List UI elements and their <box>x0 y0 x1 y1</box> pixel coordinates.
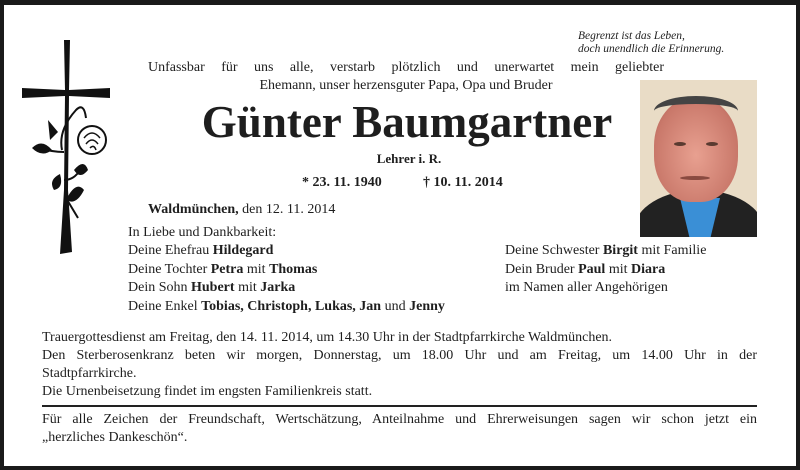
quote-line-2: doch unendlich die Erinnerung. <box>578 43 725 55</box>
death-date: † 10. 11. 2014 <box>423 175 503 190</box>
birth-date: * 23. 11. 1940 <box>302 175 382 190</box>
mourner-right: Dein Bruder Paul mit Diara <box>505 261 666 277</box>
mourner-left: Dein Sohn Hubert mit Jarka <box>128 280 296 295</box>
service-info-line-2: Den Sterberosenkranz beten wir morgen, Donnerstag, um 18.00 Uhr und am Freitag, um 14.00 Uhr in der <box>42 348 757 363</box>
place-date <box>148 201 335 219</box>
mourner-right: Deine Schwester Birgit mit Familie <box>505 243 707 258</box>
deceased-title: Lehrer i. R. <box>376 151 442 166</box>
quote-line-1: Begrenzt ist das Leben, <box>578 30 685 42</box>
service-info-line-3: Stadtpfarrkirche. <box>42 366 137 381</box>
intro-line-2: Ehemann, unser herzensguter Papa, Opa und Bruder <box>259 78 553 93</box>
divider <box>42 405 757 407</box>
intro-line-1: Unfassbar für uns alle, verstarb plötzlich und unerwartet mein geliebter <box>148 60 664 75</box>
mourners-heading: In Liebe und Dankbarkeit: <box>128 225 277 240</box>
cross-with-rose-icon <box>18 40 114 260</box>
mourner-left: Deine Enkel Tobias, Christoph, Lukas, Jan und Jenny <box>128 298 445 314</box>
deceased-name: Günter Baumgartner <box>201 97 613 147</box>
mourner-left: Deine Ehefrau Hildegard <box>128 243 274 258</box>
thanks-line-2: „herzliches Dankeschön“. <box>42 430 188 445</box>
date: den 12. 11. 2014 <box>238 202 336 217</box>
mourner-left: Deine Tochter Petra mit Thomas <box>128 261 318 277</box>
service-info-line-4: Die Urnenbeisetzung findet im engsten Familienkreis statt. <box>42 384 373 399</box>
thanks-line-1: Für alle Zeichen der Freundschaft, Wertschätzung, Anteilnahme und Ehrerweisungen sagen wir schon jetzt ein <box>42 412 757 427</box>
service-info-line-1: Trauergottesdienst am Freitag, den 14. 11. 2014, um 14.30 Uhr in der Stadtpfarrkirche Waldmünchen. <box>42 330 613 345</box>
place: Waldmünchen, <box>148 202 239 217</box>
deceased-photo <box>640 80 757 237</box>
mourner-right: im Namen aller Angehörigen <box>505 280 668 295</box>
